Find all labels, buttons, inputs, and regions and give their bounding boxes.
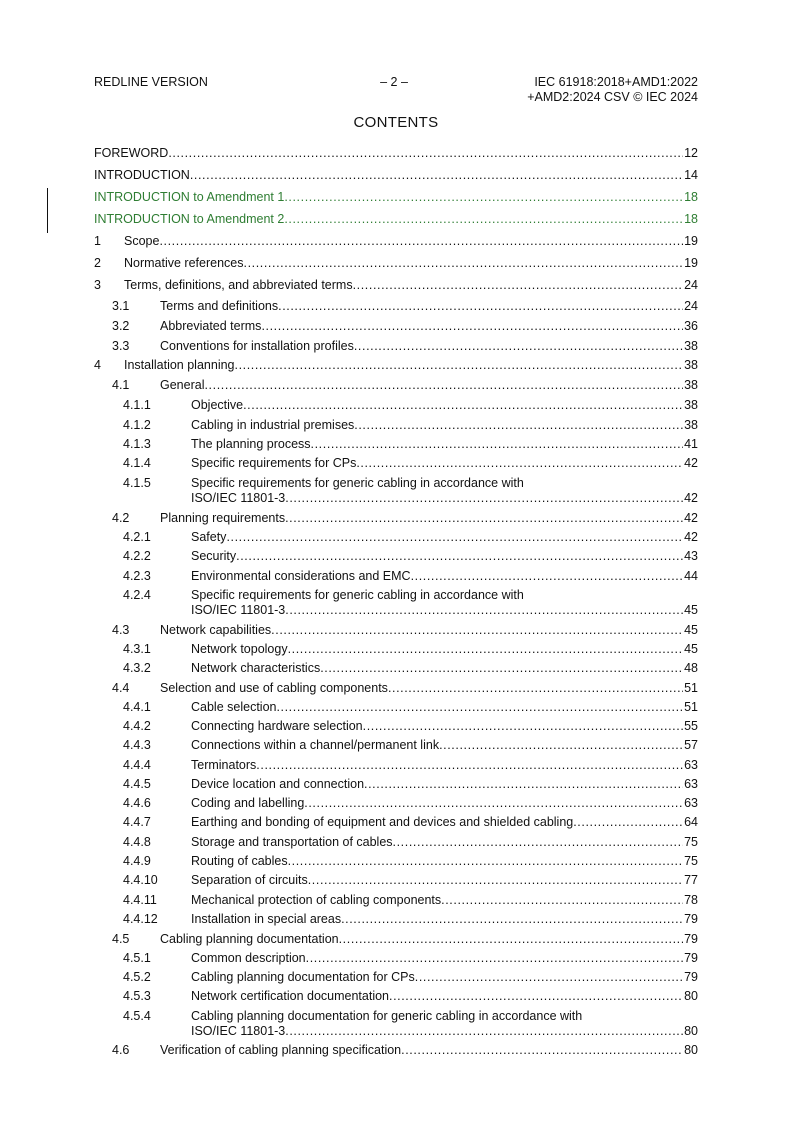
- toc-entry-label: Environmental considerations and EMC: [191, 569, 411, 583]
- toc-entry-number: 4.5.3: [123, 989, 151, 1003]
- toc-entry-number: 4.4.6: [123, 796, 151, 810]
- toc-entry-label: Coding and labelling: [191, 796, 305, 810]
- toc-leader-dots: [285, 491, 683, 506]
- toc-entry-number: 4.4.8: [123, 835, 151, 849]
- toc-leader-dots: [356, 456, 683, 471]
- toc-entry-label: INTRODUCTION: [94, 168, 190, 182]
- toc-leader-dots: [261, 319, 683, 334]
- toc-leader-dots: [354, 418, 683, 433]
- toc-entry-label-continued: ISO/IEC 11801-3: [191, 603, 286, 617]
- toc-entry-label: Terms, definitions, and abbreviated terms: [124, 278, 353, 292]
- toc-entry-label: Connections within a channel/permanent link: [191, 738, 440, 752]
- toc-entry-number: 3.3: [112, 339, 130, 353]
- toc-entry-page: 42: [684, 530, 698, 544]
- toc-leader-dots: [353, 278, 684, 293]
- toc-entry-label: Specific requirements for generic cabling in accordance with: [191, 588, 524, 602]
- toc-leader-dots: [388, 681, 683, 696]
- header-left: REDLINE VERSION: [94, 75, 208, 89]
- toc-entry-number: 4.3: [112, 623, 130, 637]
- toc-entry-page: 48: [684, 661, 698, 675]
- toc-entry-label: Storage and transportation of cables: [191, 835, 393, 849]
- toc-entry[interactable]: [94, 758, 698, 773]
- toc-entry-page: 75: [684, 854, 698, 868]
- toc-entry-label: Normative references: [124, 256, 244, 270]
- toc-entry[interactable]: [94, 854, 698, 869]
- toc-entry-number: 4.4: [112, 681, 130, 695]
- toc-entry-number: 4.2.1: [123, 530, 151, 544]
- toc-entry-label: INTRODUCTION to Amendment 2: [94, 212, 285, 226]
- toc-entry-label: Safety: [191, 530, 227, 544]
- toc-entry-label: Mechanical protection of cabling components: [191, 893, 442, 907]
- toc-entry-page: 19: [684, 234, 698, 248]
- toc-entry[interactable]: [94, 815, 698, 830]
- toc-entry[interactable]: [94, 299, 698, 314]
- toc-entry-page: 42: [684, 491, 698, 505]
- toc-entry[interactable]: [94, 873, 698, 888]
- toc-entry-page: 64: [684, 815, 698, 829]
- toc-entry-page: 24: [684, 278, 698, 292]
- header-page-number: – 2 –: [380, 75, 408, 89]
- toc-leader-dots: [226, 530, 683, 545]
- toc-entry-label-continued: ISO/IEC 11801-3: [191, 1024, 286, 1038]
- toc-entry-number: 4.4.9: [123, 854, 151, 868]
- toc-leader-dots: [285, 603, 683, 618]
- toc-entry-page: 63: [684, 758, 698, 772]
- page-title: CONTENTS: [353, 114, 439, 131]
- toc-leader-dots: [339, 932, 683, 947]
- toc-entry-label: Separation of circuits: [191, 873, 308, 887]
- toc-entry-number: 4: [94, 358, 101, 372]
- toc-entry-page: 38: [684, 339, 698, 353]
- toc-entry-label: Cabling planning documentation for CPs: [191, 970, 415, 984]
- toc-entry-number: 4.2: [112, 511, 130, 525]
- toc-entry-number: 4.5.2: [123, 970, 151, 984]
- toc-entry-page: 36: [684, 319, 698, 333]
- toc-entry-page: 51: [684, 700, 698, 714]
- toc-entry-page: 18: [684, 212, 698, 226]
- toc-entry-page: 57: [684, 738, 698, 752]
- toc-entry-page: 63: [684, 796, 698, 810]
- toc-entry[interactable]: [94, 700, 698, 715]
- toc-entry[interactable]: [94, 681, 698, 696]
- toc-entry[interactable]: [94, 319, 698, 334]
- toc-entry-page: 80: [684, 1024, 698, 1038]
- toc-entry-label: Network characteristics: [191, 661, 321, 675]
- toc-entry-label: Device location and connection: [191, 777, 365, 791]
- toc-leader-dots: [363, 719, 683, 734]
- toc-leader-dots: [159, 234, 683, 249]
- toc-entry-page: 24: [684, 299, 698, 313]
- toc-entry-label: Network topology: [191, 642, 288, 656]
- toc-entry-number: 4.4.11: [123, 893, 157, 907]
- toc-entry[interactable]: [94, 661, 698, 676]
- toc-entry-label: General: [160, 378, 205, 392]
- toc-entry-label: Conventions for installation profiles: [160, 339, 354, 353]
- toc-leader-dots: [393, 835, 684, 850]
- toc-entry-page: 38: [684, 418, 698, 432]
- toc-entry[interactable]: [94, 418, 698, 433]
- toc-entry[interactable]: [94, 530, 698, 545]
- toc-entry-page: 38: [684, 358, 698, 372]
- toc-leader-dots: [284, 212, 683, 227]
- toc-entry[interactable]: [94, 932, 698, 947]
- toc-entry-label: The planning process: [191, 437, 311, 451]
- toc-entry-number: 3.1: [112, 299, 130, 313]
- toc-entry-number: 4.5.1: [123, 951, 151, 965]
- toc-entry-label-continued: ISO/IEC 11801-3: [191, 491, 286, 505]
- toc-entry-number: 4.2.2: [123, 549, 151, 563]
- toc-leader-dots: [320, 661, 683, 676]
- toc-leader-dots: [244, 256, 684, 271]
- toc-entry-number: 1: [94, 234, 101, 248]
- toc-entry-number: 4.5.4: [123, 1009, 151, 1023]
- toc-entry-page: 38: [684, 398, 698, 412]
- toc-entry-number: 4.4.5: [123, 777, 151, 791]
- toc-entry-page: 42: [684, 456, 698, 470]
- toc-entry-page: 19: [684, 256, 698, 270]
- toc-entry[interactable]: [94, 212, 698, 227]
- toc-entry-page: 12: [684, 146, 698, 160]
- toc-entry-label: Security: [191, 549, 237, 563]
- toc-entry[interactable]: [94, 549, 698, 564]
- toc-leader-dots: [288, 642, 684, 657]
- toc-entry[interactable]: [94, 738, 698, 753]
- header-right: [527, 75, 698, 105]
- toc-entry-label: Connecting hardware selection: [191, 719, 363, 733]
- toc-entry-page: 43: [684, 549, 698, 563]
- toc-leader-dots: [288, 854, 684, 869]
- toc-entry-label: Routing of cables: [191, 854, 288, 868]
- toc-entry-page: 79: [684, 932, 698, 946]
- toc-entry-page: 79: [684, 970, 698, 984]
- toc-leader-dots: [190, 168, 683, 183]
- toc-entry-label: Cable selection: [191, 700, 277, 714]
- toc-entry-page: 14: [684, 168, 698, 182]
- toc-entry-label: Verification of cabling planning specification: [160, 1043, 402, 1057]
- toc-entry-number: 4.4.2: [123, 719, 151, 733]
- toc-entry-page: 79: [684, 912, 698, 926]
- toc-entry[interactable]: [94, 588, 698, 618]
- toc-entry[interactable]: [94, 378, 698, 393]
- toc-leader-dots: [401, 1043, 683, 1058]
- toc-entry-number: 4.1: [112, 378, 130, 392]
- toc-entry-label: FOREWORD: [94, 146, 169, 160]
- toc-entry-page: 77: [684, 873, 698, 887]
- toc-entry-number: 4.3.2: [123, 661, 151, 675]
- toc-leader-dots: [285, 511, 683, 526]
- toc-entry[interactable]: [94, 777, 698, 792]
- toc-entry-label: Abbreviated terms: [160, 319, 262, 333]
- toc-leader-dots: [308, 873, 683, 888]
- toc-entry-label: Cabling planning documentation for generic cabling in accordance with: [191, 1009, 583, 1023]
- toc-entry[interactable]: [94, 358, 698, 373]
- toc-entry-page: 18: [684, 190, 698, 204]
- toc-entry-number: 4.2.4: [123, 588, 151, 602]
- toc-leader-dots: [439, 738, 683, 753]
- toc-entry[interactable]: [94, 1009, 698, 1039]
- toc-entry-label: Earthing and bonding of equipment and devices and shielded cabling: [191, 815, 574, 829]
- toc-leader-dots: [364, 777, 683, 792]
- header-standard-amendment: +AMD2:2024 CSV © IEC 2024: [527, 90, 698, 104]
- toc-leader-dots: [441, 893, 683, 908]
- toc-entry-label: Specific requirements for generic cabling in accordance with: [191, 476, 524, 490]
- toc-leader-dots: [243, 398, 683, 413]
- toc-entry-number: 4.4.1: [123, 700, 151, 714]
- toc-entry-page: 80: [684, 1043, 698, 1057]
- toc-entry-number: 4.4.3: [123, 738, 151, 752]
- toc-leader-dots: [354, 339, 683, 354]
- toc-entry[interactable]: [94, 398, 698, 413]
- toc-leader-dots: [311, 437, 684, 452]
- toc-entry[interactable]: [94, 569, 698, 584]
- toc-entry-number: 4.1.5: [123, 476, 151, 490]
- toc-entry-number: 4.6: [112, 1043, 130, 1057]
- toc-entry[interactable]: [94, 146, 698, 161]
- toc-entry-page: 42: [684, 511, 698, 525]
- toc-leader-dots: [276, 700, 683, 715]
- toc-entry-label: Terms and definitions: [160, 299, 279, 313]
- toc-entry-page: 51: [684, 681, 698, 695]
- toc-entry-page: 55: [684, 719, 698, 733]
- toc-entry[interactable]: [94, 642, 698, 657]
- toc-entry[interactable]: [94, 1043, 698, 1058]
- toc-leader-dots: [285, 1024, 683, 1039]
- toc-entry-label: Installation in special areas: [191, 912, 342, 926]
- toc-entry-number: 4.3.1: [123, 642, 151, 656]
- toc-leader-dots: [389, 989, 683, 1004]
- toc-entry-number: 4.4.4: [123, 758, 151, 772]
- toc-entry-page: 78: [684, 893, 698, 907]
- toc-entry-page: 75: [684, 835, 698, 849]
- toc-entry-label: Network certification documentation: [191, 989, 390, 1003]
- toc-entry-number: 4.2.3: [123, 569, 151, 583]
- toc-entry-label: Objective: [191, 398, 244, 412]
- toc-leader-dots: [415, 970, 683, 985]
- toc-entry-label: Cabling planning documentation: [160, 932, 339, 946]
- toc-leader-dots: [411, 569, 684, 584]
- toc-entry-number: 3: [94, 278, 101, 292]
- toc-leader-dots: [256, 758, 683, 773]
- toc-entry-label: Common description: [191, 951, 306, 965]
- toc-entry-number: 4.1.4: [123, 456, 151, 470]
- toc-entry[interactable]: [94, 456, 698, 471]
- toc-entry-label: Installation planning: [124, 358, 235, 372]
- toc-entry-page: 38: [684, 378, 698, 392]
- toc-entry-page: 41: [684, 437, 698, 451]
- toc-entry-number: 4.1.3: [123, 437, 151, 451]
- toc-leader-dots: [236, 549, 683, 564]
- toc-entry[interactable]: [94, 796, 698, 811]
- toc-entry[interactable]: [94, 190, 698, 205]
- toc-entry-number: 4.5: [112, 932, 130, 946]
- toc-entry-label: Planning requirements: [160, 511, 286, 525]
- toc-entry-label: INTRODUCTION to Amendment 1: [94, 190, 285, 204]
- toc-entry-number: 4.1.2: [123, 418, 151, 432]
- toc-entry-label: Network capabilities: [160, 623, 272, 637]
- toc-entry-page: 79: [684, 951, 698, 965]
- toc-entry-label: Specific requirements for CPs: [191, 456, 357, 470]
- toc-leader-dots: [204, 378, 683, 393]
- toc-entry-label: Terminators: [191, 758, 257, 772]
- toc-leader-dots: [168, 146, 683, 161]
- toc-entry-page: 45: [684, 603, 698, 617]
- toc-leader-dots: [341, 912, 683, 927]
- toc-entry[interactable]: [94, 256, 698, 271]
- toc-entry[interactable]: [94, 234, 698, 249]
- toc-entry-label: Scope: [124, 234, 160, 248]
- toc-entry[interactable]: [94, 623, 698, 638]
- toc-entry[interactable]: [94, 912, 698, 927]
- toc-leader-dots: [304, 796, 683, 811]
- toc-entry[interactable]: [94, 951, 698, 966]
- toc-leader-dots: [271, 623, 683, 638]
- toc-entry[interactable]: [94, 719, 698, 734]
- toc-entry-label: Cabling in industrial premises: [191, 418, 355, 432]
- toc-leader-dots: [284, 190, 683, 205]
- toc-entry-number: 2: [94, 256, 101, 270]
- toc-entry[interactable]: [94, 476, 698, 506]
- header-standard-id: IEC 61918:2018+AMD1:2022: [534, 75, 698, 89]
- toc-leader-dots: [235, 358, 684, 373]
- toc-entry-number: 4.1.1: [123, 398, 151, 412]
- toc-entry-number: 4.4.7: [123, 815, 151, 829]
- toc-entry[interactable]: [94, 511, 698, 526]
- toc-entry[interactable]: [94, 437, 698, 452]
- toc-entry[interactable]: [94, 835, 698, 850]
- toc-entry-page: 44: [684, 569, 698, 583]
- toc-entry[interactable]: [94, 893, 698, 908]
- toc-entry[interactable]: [94, 970, 698, 985]
- toc-entry[interactable]: [94, 278, 698, 293]
- toc-entry-number: 3.2: [112, 319, 130, 333]
- toc-entry[interactable]: [94, 168, 698, 183]
- toc-entry-label: Selection and use of cabling components: [160, 681, 388, 695]
- toc-leader-dots: [278, 299, 683, 314]
- toc-entry[interactable]: [94, 339, 698, 354]
- toc-entry-page: 80: [684, 989, 698, 1003]
- toc-entry-page: 63: [684, 777, 698, 791]
- change-bar: [47, 188, 48, 233]
- toc-leader-dots: [573, 815, 683, 830]
- toc-entry-number: 4.4.10: [123, 873, 158, 887]
- toc-entry-number: 4.4.12: [123, 912, 158, 926]
- toc-entry-page: 45: [684, 642, 698, 656]
- toc-entry[interactable]: [94, 989, 698, 1004]
- toc-leader-dots: [306, 951, 683, 966]
- toc-entry-page: 45: [684, 623, 698, 637]
